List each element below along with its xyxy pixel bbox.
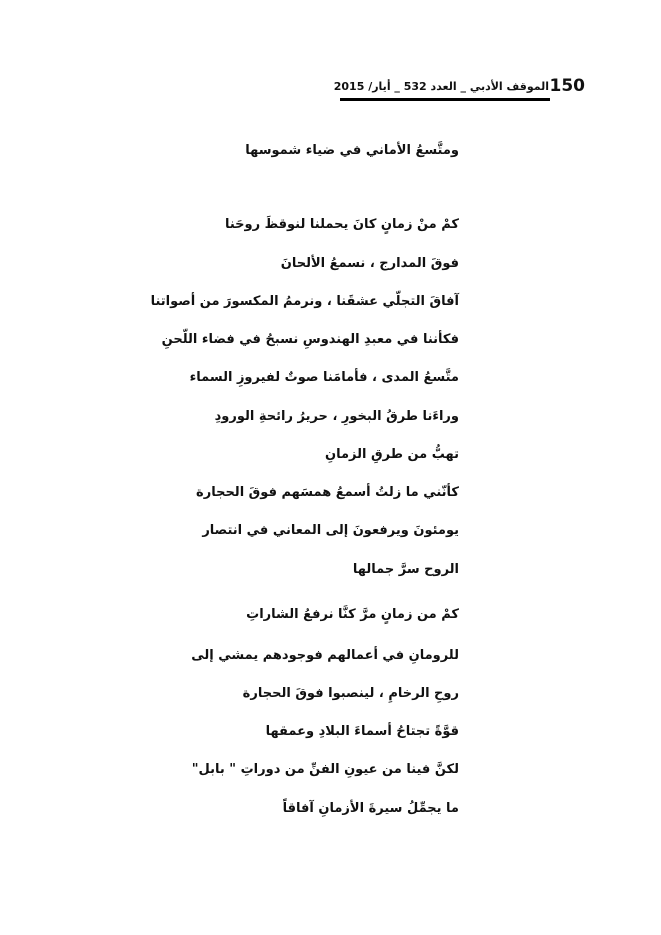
poem-line: كمْ من زمانٍ مرَّ كنَّا نرفعُ الشاراتِ [246,607,459,622]
poem-line: روحِ الرخامِ ، لينصبوا فوقَ الحجارة [242,686,459,701]
running-head: الموقف الأدبي _ العدد 532 _ أيار/ 2015 [333,80,549,93]
poem-line: قوَّةً تجتاحُ أسماءَ البلادِ وعمقها [265,724,459,739]
poem-line: يومئونَ ويرفعونَ إلى المعاني في انتصار [202,523,459,538]
poem-line: تهبُّ من طرقِ الزمانِ [325,447,459,462]
poem-line: كمْ منْ زمانٍ كانَ يحملنا لنوقظَ روحَنا [224,217,459,232]
poem-line: فوقَ المدارج ، نسمعُ الألحانَ [280,256,459,271]
poem-line: الروح سرَّ جمالها [352,562,459,577]
poem-line: للرومانِ في أعمالهم فوجودهم يمشي إلى [191,648,459,663]
poem-line: متَّسعُ المدى ، فأمامَنا صوتٌ لفيروزِ السماء [189,370,459,385]
poem-line: ومتَّسعُ الأماني في ضياء شموسها [245,143,459,158]
poem-line: وراءَنا طرقُ البخورِ ، حريرُ رائحةِ الورودِ [214,409,459,424]
page-number: 150 [549,76,585,96]
poem-line: لكنَّ فينا من عيونِ الفنِّ من دوراتِ " بابل" [191,762,459,777]
poem-line: ما يجمِّلُ سيرةَ الأزمانِ آفاقاً [282,801,459,816]
poem-line: كأنّني ما زلتُ أسمعُ همسَهم فوقَ الحجارة [196,485,459,500]
poem-line: فكأننا في معبدِ الهندوسِ نسبحُ في فضاء اللّحنِ [161,332,459,347]
poem-line: آفاقَ التجلّي عشقَنا ، ونرممُ المكسورَ من أصواتنا [150,294,459,309]
